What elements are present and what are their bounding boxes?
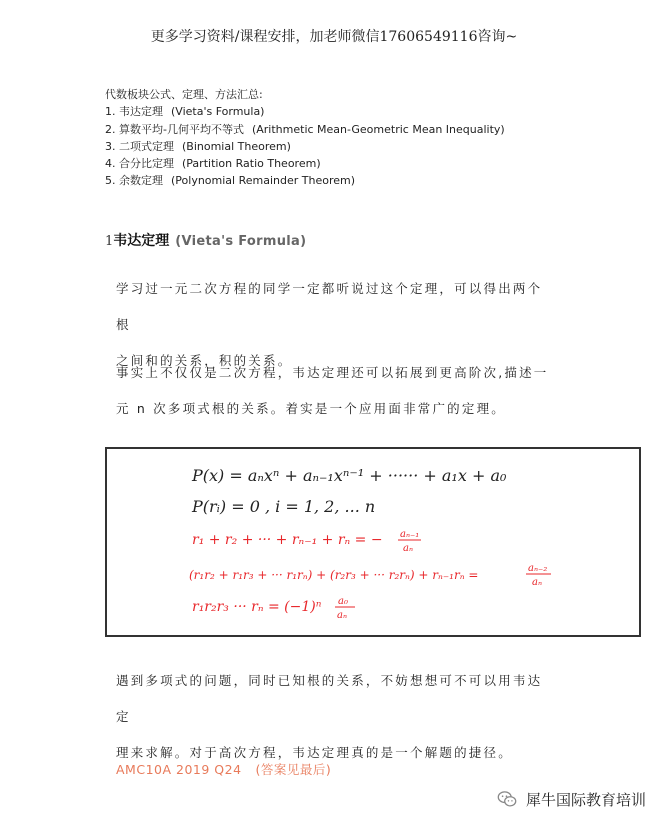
- reference-note: (答案见最后): [255, 762, 332, 777]
- toc-item: 1. 韦达定理 (Vieta's Formula): [105, 105, 265, 119]
- pairwise-sum: (r₁r₂ + r₁r₃ + ··· r₁rₙ) + (r₂r₃ + ··· r₂rₙ) + rₙ₋₁rₙ =: [189, 568, 479, 582]
- brand-name: 犀牛国际教育培训: [525, 790, 646, 809]
- toc-item: 4. 合分比定理 (Partition Ratio Theorem): [105, 157, 321, 171]
- section-number: 1: [105, 234, 114, 249]
- formula-box: [105, 447, 641, 637]
- toc-item: 3. 二项式定理 (Binomial Theorem): [105, 139, 291, 153]
- reference-problem: [116, 760, 331, 778]
- reference-code: AMC10A 2019 Q24: [116, 762, 242, 777]
- sum-numerator: aₙ₋₁: [400, 529, 420, 540]
- intro-paragraph: 学习过一元二次方程的同学一定都听说过这个定理，可以得出两个根 之间和的关系，积的关系。: [116, 281, 543, 368]
- pairwise-numerator: aₙ₋₂: [528, 563, 548, 574]
- toc-item: 5. 余数定理 (Polynomial Remainder Theorem): [105, 174, 356, 188]
- product-of-roots: r₁r₂r₃ ··· rₙ = (−1)ⁿ: [192, 599, 322, 615]
- page-header: 更多学习资料/课程安排，加老师微信17606549116咨询~: [150, 29, 518, 45]
- brand-watermark: [496, 788, 646, 810]
- toc-title: 代数板块公式、定理、方法汇总:: [105, 88, 263, 101]
- sum-denominator: aₙ: [403, 543, 414, 554]
- product-numerator: a₀: [338, 596, 348, 607]
- section-title-zh: 韦达定理: [113, 233, 170, 249]
- product-denominator: aₙ: [337, 610, 348, 621]
- root-condition: P(rᵢ) = 0 , i = 1, 2, ... n: [192, 497, 376, 516]
- pairwise-denominator: aₙ: [532, 577, 543, 588]
- wechat-icon: [496, 788, 518, 810]
- tip-paragraph: 遇到多项式的问题，同时已知根的关系，不妨想想可不可以用韦达定 理来求解。对于高次方程，韦达定理真的是一个解题的捷径。: [116, 673, 543, 760]
- section-title-en: (Vieta's Formula): [175, 234, 307, 249]
- formula-figure: [107, 449, 643, 639]
- extension-paragraph: 事实上不仅仅是二次方程，韦达定理还可以拓展到更高阶次,描述一 元 n 次多项式根的关系。着实是一个应用面非常广的定理。: [116, 365, 549, 416]
- sum-of-roots: r₁ + r₂ + ··· + rₙ₋₁ + rₙ = −: [192, 532, 383, 548]
- polynomial-formula: P(x) = aₙxⁿ + aₙ₋₁xⁿ⁻¹ + ······ + a₁x + a₀: [192, 466, 507, 485]
- toc: [105, 86, 505, 190]
- section-title: [105, 230, 306, 250]
- toc-item: 2. 算数平均-几何平均不等式 (Arithmetic Mean-Geometric Mean Inequality): [105, 122, 505, 136]
